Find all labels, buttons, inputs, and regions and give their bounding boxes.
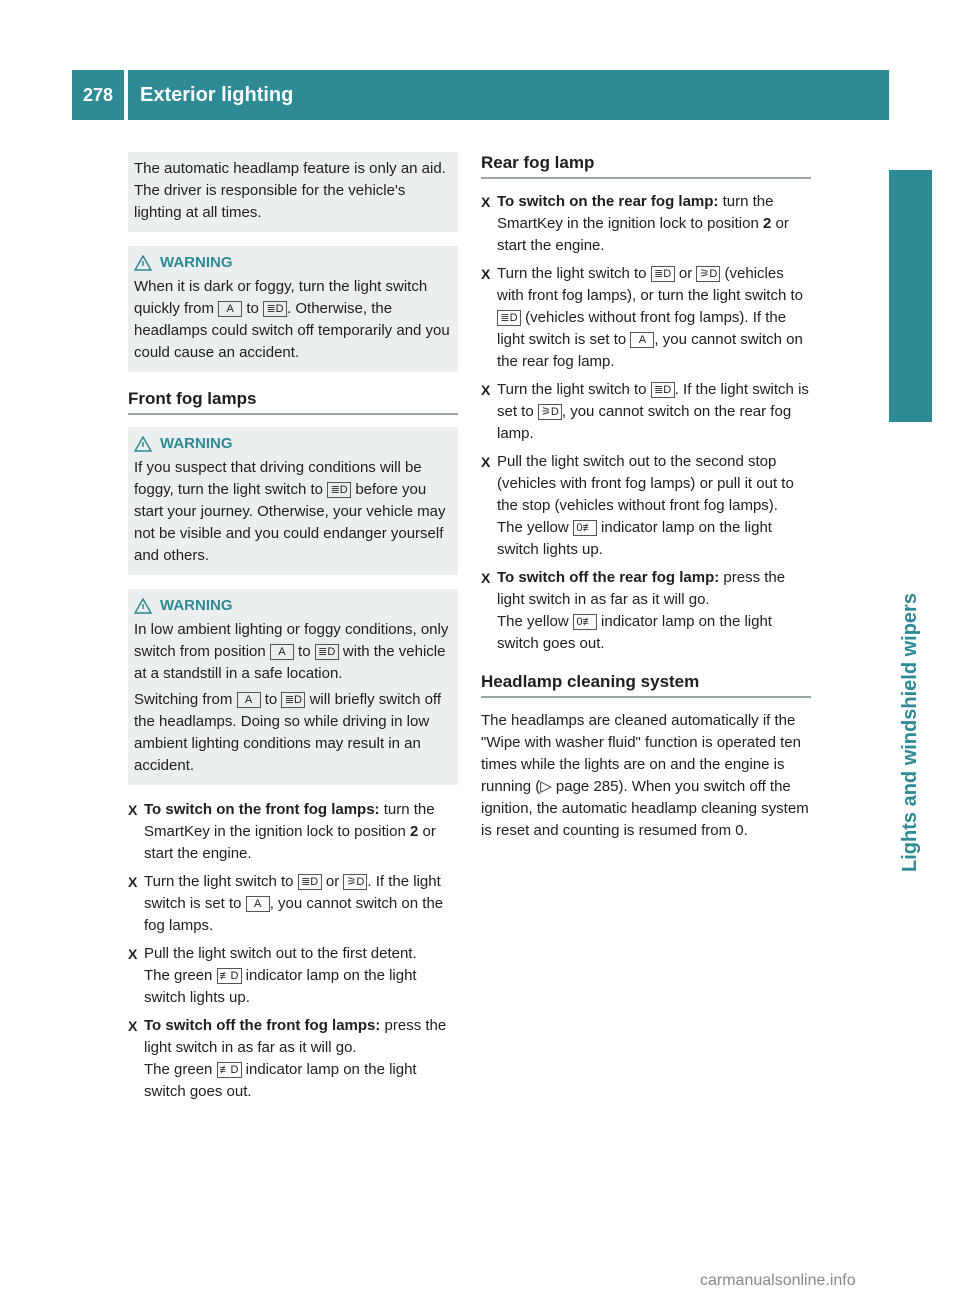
list-item: X To switch off the front fog lamps: press the light switch in as far as it will go. The green ≢D indicator lamp on the light switch goes out. <box>128 1017 447 1100</box>
fog-lamp-symbol-icon: ⚞D <box>538 404 562 420</box>
front-fog-heading: Front fog lamps <box>128 388 458 415</box>
note-text: The automatic headlamp feature is only an aid. The driver is responsible for the vehicle's lighting at all times. <box>134 160 446 221</box>
auto-symbol-icon: A <box>237 692 261 708</box>
rear-fog-heading: Rear fog lamp <box>481 152 811 179</box>
warning-triangle-icon <box>134 436 152 452</box>
right-column <box>481 152 811 842</box>
low-beam-symbol-icon: ≣D <box>315 644 339 660</box>
warning-label: WARNING <box>160 435 233 452</box>
page-number: 278 <box>72 70 124 120</box>
list-item: X Turn the light switch to ≣D or ⚞D . If the light switch is set to A , you cannot switch on the fog lamps. <box>128 873 444 934</box>
info-note <box>128 152 458 232</box>
fog-lamp-symbol-icon: ⚞D <box>696 266 720 282</box>
side-tab <box>889 170 932 1250</box>
step-marker-icon: X <box>128 1018 138 1034</box>
list-item: X Turn the light switch to ≣D . If the light switch is set to ⚞D , you cannot switch on the rear fog lamp. <box>481 381 809 442</box>
warning-box-1: WARNING When it is dark or foggy, turn the light switch quickly from A to ≣D . Otherwise, the headlamps could switch off temporarily and you could cause an accident. <box>128 246 458 372</box>
low-beam-symbol-icon: ≣D <box>263 301 287 317</box>
list-item: X Pull the light switch out to the first detent. The green ≢D indicator lamp on the light switch lights up. <box>128 945 417 1006</box>
list-item: X Turn the light switch to ≣D or ⚞D (vehicles with front fog lamps), or turn the light switch to ≣D (vehicles without front fog lamps). If the light switch is set to A , you cannot switch on the rear fog lamp. <box>481 265 803 370</box>
auto-symbol-icon: A <box>218 301 242 317</box>
warning-triangle-icon <box>134 255 152 271</box>
side-tab-label: Lights and windshield wipers <box>899 592 922 872</box>
cleaning-heading: Headlamp cleaning system <box>481 671 811 698</box>
step-marker-icon: X <box>128 802 138 818</box>
step-marker-icon: X <box>481 194 491 210</box>
low-beam-symbol-icon: ≣D <box>651 266 675 282</box>
warning-label: WARNING <box>160 254 233 271</box>
side-tab-bar <box>889 170 932 422</box>
low-beam-symbol-icon: ≣D <box>651 382 675 398</box>
auto-symbol-icon: A <box>630 332 654 348</box>
low-beam-symbol-icon: ≣D <box>281 692 305 708</box>
low-beam-symbol-icon: ≣D <box>497 310 521 326</box>
front-fog-indicator-icon: ≢D <box>217 968 242 984</box>
step-marker-icon: X <box>481 454 491 470</box>
step-marker-icon: X <box>481 570 491 586</box>
step-marker-icon: X <box>128 874 138 890</box>
cleaning-text: The headlamps are cleaned automatically if the "Wipe with washer fluid" function is operated ten times while the lights are on and the engine is running (▷ page 285). When you switch off the ignition, the automatic headlamp cleaning system is reset and counting is resumed from 0. <box>481 712 809 839</box>
low-beam-symbol-icon: ≣D <box>327 482 351 498</box>
front-fog-indicator-icon: ≢D <box>217 1062 242 1078</box>
warning-triangle-icon <box>134 598 152 614</box>
list-item: X Pull the light switch out to the second stop (vehicles with front fog lamps) or pull it out to the stop (vehicles without front fog lamps). The yellow 0≢ indicator lamp on the light switch lights up. <box>481 453 794 558</box>
left-column <box>128 152 458 1109</box>
list-item: X To switch off the rear fog lamp: press the light switch in as far as it will go. The yellow 0≢ indicator lamp on the light switch goes out. <box>481 569 786 652</box>
warning-box-2: WARNING If you suspect that driving conditions will be foggy, turn the light switch to ≣D before you start your journey. Otherwise, your vehicle may not be visible and you could endanger yourself and others. <box>128 427 458 575</box>
warning-box-3: WARNING In low ambient lighting or foggy conditions, only switch from position A to ≣D with the vehicle at a standstill in a safe location. Switching from A to ≣D will briefly switch off the headlamps. Doing so while driving in low ambient lighting conditions may result in an accident. <box>128 589 458 785</box>
low-beam-symbol-icon: ≣D <box>298 874 322 890</box>
step-marker-icon: X <box>481 266 491 282</box>
front-fog-steps <box>128 799 458 1103</box>
fog-lamp-symbol-icon: ⚞D <box>343 874 367 890</box>
list-item: X To switch on the front fog lamps: turn the SmartKey in the ignition lock to position 2 or start the engine. <box>128 801 436 862</box>
warning-label: WARNING <box>160 597 233 614</box>
rear-fog-indicator-icon: 0≢ <box>573 520 597 536</box>
step-marker-icon: X <box>128 946 138 962</box>
watermark: carmanualsonline.info <box>700 1272 856 1289</box>
auto-symbol-icon: A <box>270 644 294 660</box>
auto-symbol-icon: A <box>246 896 270 912</box>
rear-fog-indicator-icon: 0≢ <box>573 614 597 630</box>
list-item: X To switch on the rear fog lamp: turn the SmartKey in the ignition lock to position 2 or start the engine. <box>481 193 789 254</box>
step-marker-icon: X <box>481 382 491 398</box>
page-title: Exterior lighting <box>128 70 889 120</box>
rear-fog-steps <box>481 191 811 655</box>
